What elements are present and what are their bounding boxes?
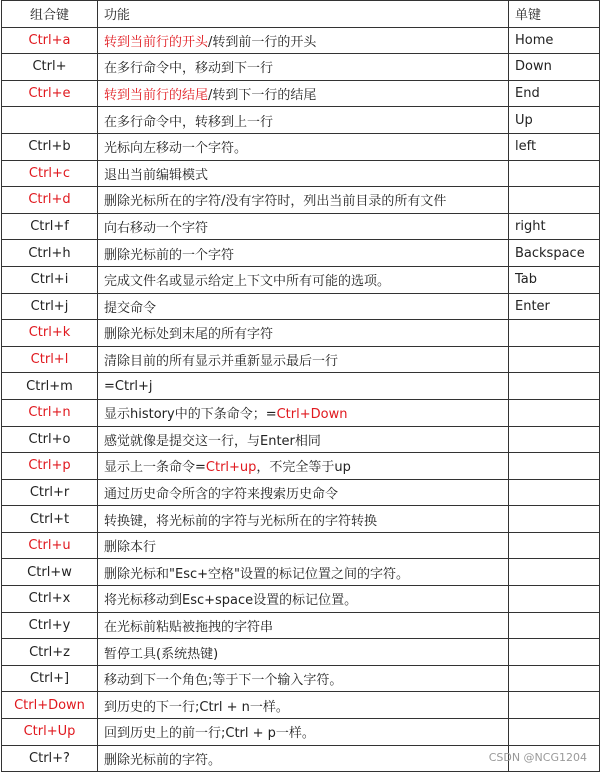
header-function: 功能 (98, 1, 509, 28)
single-key (509, 719, 600, 746)
shortcut-key: Ctrl+? (2, 745, 98, 772)
shortcut-description (98, 213, 509, 240)
single-key: Home (509, 27, 600, 54)
shortcut-key: Ctrl+l (2, 346, 98, 373)
watermark: CSDN @NCG1204 (488, 751, 587, 764)
single-key (509, 639, 600, 666)
shortcut-description (98, 187, 509, 214)
description-segment: 光标向左移动一个字符。 (104, 141, 248, 157)
shortcut-key: Ctrl+n (2, 399, 98, 426)
single-key (509, 692, 600, 719)
shortcut-key: Ctrl+w (2, 559, 98, 586)
shortcut-description (98, 612, 509, 639)
shortcut-key: Ctrl+t (2, 506, 98, 533)
shortcut-key: Ctrl+] (2, 665, 98, 692)
single-key (509, 373, 600, 400)
shortcut-key: Ctrl+m (2, 373, 98, 400)
shortcut-description (98, 559, 509, 586)
shortcut-description (98, 665, 509, 692)
single-key: right (509, 213, 600, 240)
description-segment: 删除光标所在的字符/没有字符时，列出当前目录的所有文件 (104, 194, 447, 210)
single-key (509, 665, 600, 692)
shortcut-key: Ctrl+Up (2, 719, 98, 746)
shortcut-key (2, 107, 98, 134)
single-key (509, 479, 600, 506)
header-combo: 组合键 (2, 1, 98, 28)
description-segment: 通过历史命令所含的字符来搜索历史命令 (104, 486, 339, 502)
table-row (2, 559, 600, 586)
description-segment: 转到当前行的开头 (104, 34, 209, 50)
description-segment: 将光标移动到Esc+space设置的标记位置。 (104, 593, 358, 609)
table-row (2, 479, 600, 506)
description-segment: 显示history中的下条命令；= (104, 407, 277, 423)
shortcut-description (98, 586, 509, 613)
description-segment: 删除光标和"Esc+空格"设置的标记位置之间的字符。 (104, 566, 409, 582)
single-key (509, 559, 600, 586)
description-segment: 在多行命令中，移动到下一行 (104, 61, 274, 77)
shortcut-description (98, 160, 509, 187)
description-segment: 暂停工具(系统热键) (104, 646, 219, 662)
shortcut-description (98, 373, 509, 400)
description-segment: 向右移动一个字符 (104, 221, 209, 237)
table-row (2, 160, 600, 187)
description-segment: Ctrl+Down (276, 407, 348, 423)
shortcut-description (98, 426, 509, 453)
single-key (509, 586, 600, 613)
single-key (509, 160, 600, 187)
shortcut-key: Ctrl+u (2, 532, 98, 559)
description-segment: 删除光标前的字符。 (104, 752, 222, 768)
description-segment: 退出当前编辑模式 (104, 167, 209, 183)
shortcut-description (98, 639, 509, 666)
shortcut-description (98, 54, 509, 81)
description-segment: 移动到下一个角色;等于下一个输入字符。 (104, 673, 343, 689)
single-key (509, 426, 600, 453)
shortcut-key: Ctrl+f (2, 213, 98, 240)
table-row (2, 266, 600, 293)
shortcut-key: Ctrl+o (2, 426, 98, 453)
shortcut-description (98, 506, 509, 533)
description-segment: 删除本行 (104, 540, 157, 556)
shortcut-table (1, 0, 600, 772)
description-segment: /转到下一行的结尾 (208, 88, 317, 104)
shortcut-description (98, 240, 509, 267)
description-segment: 在多行命令中，转移到上一行 (104, 114, 274, 130)
shortcut-description (98, 80, 509, 107)
shortcut-description (98, 453, 509, 480)
single-key: left (509, 133, 600, 160)
description-segment: 在光标前粘贴被拖拽的字符串 (104, 619, 274, 635)
shortcut-key: Ctrl+a (2, 27, 98, 54)
table-row (2, 399, 600, 426)
single-key: Tab (509, 266, 600, 293)
table-row (2, 54, 600, 81)
shortcut-description (98, 133, 509, 160)
shortcut-description (98, 719, 509, 746)
shortcut-key: Ctrl+e (2, 80, 98, 107)
shortcut-key: Ctrl+Down (2, 692, 98, 719)
shortcut-description (98, 320, 509, 347)
shortcut-key: Ctrl+d (2, 187, 98, 214)
shortcut-key: Ctrl+b (2, 133, 98, 160)
table-row (2, 612, 600, 639)
description-segment: 删除光标处到末尾的所有字符 (104, 327, 274, 343)
table-row (2, 532, 600, 559)
shortcut-key: Ctrl+z (2, 639, 98, 666)
description-segment: 完成文件名或显示给定上下文中所有可能的选项。 (104, 274, 391, 290)
single-key (509, 320, 600, 347)
shortcut-description (98, 479, 509, 506)
shortcut-description (98, 346, 509, 373)
description-segment: 清除目前的所有显示并重新显示最后一行 (104, 354, 339, 370)
table-row (2, 719, 600, 746)
table-row (2, 133, 600, 160)
shortcut-key: Ctrl+y (2, 612, 98, 639)
table-row (2, 639, 600, 666)
shortcut-key: Ctrl+x (2, 586, 98, 613)
table-row (2, 373, 600, 400)
table-row (2, 213, 600, 240)
table-row (2, 453, 600, 480)
single-key (509, 532, 600, 559)
shortcut-description (98, 107, 509, 134)
table-row (2, 692, 600, 719)
shortcut-key: Ctrl+p (2, 453, 98, 480)
description-segment: 感觉就像是提交这一行，与Enter相同 (104, 433, 321, 449)
table-row (2, 240, 600, 267)
single-key: Up (509, 107, 600, 134)
table-row (2, 346, 600, 373)
shortcut-description (98, 266, 509, 293)
description-segment: 提交命令 (104, 300, 157, 316)
description-segment: 转换键，将光标前的字符与光标所在的字符转换 (104, 513, 378, 529)
single-key (509, 187, 600, 214)
description-segment: /转到前一行的开头 (208, 34, 317, 50)
shortcut-key: Ctrl+r (2, 479, 98, 506)
description-segment: 显示上一条命令= (104, 460, 206, 476)
single-key: Down (509, 54, 600, 81)
description-segment: =Ctrl+j (104, 378, 153, 394)
shortcut-description (98, 293, 509, 320)
single-key (509, 612, 600, 639)
shortcut-description (98, 399, 509, 426)
single-key (509, 399, 600, 426)
single-key: End (509, 80, 600, 107)
table-row (2, 107, 600, 134)
description-segment: Ctrl+up (205, 460, 257, 476)
table-row (2, 187, 600, 214)
table-row (2, 426, 600, 453)
description-segment: 回到历史上的前一行;Ctrl + p一样。 (104, 726, 315, 742)
shortcut-description (98, 27, 509, 54)
single-key (509, 506, 600, 533)
shortcut-key: Ctrl+k (2, 320, 98, 347)
shortcut-key: Ctrl+ (2, 54, 98, 81)
table-row (2, 665, 600, 692)
shortcut-key: Ctrl+h (2, 240, 98, 267)
shortcut-description (98, 532, 509, 559)
table-row (2, 586, 600, 613)
description-segment: ，不完全等于up (256, 460, 351, 476)
table-row (2, 293, 600, 320)
single-key (509, 346, 600, 373)
description-segment: 到历史的下一行;Ctrl + n一样。 (104, 699, 289, 715)
single-key: Backspace (509, 240, 600, 267)
shortcut-description (98, 745, 509, 772)
shortcut-key: Ctrl+j (2, 293, 98, 320)
table-row (2, 80, 600, 107)
description-segment: 删除光标前的一个字符 (104, 247, 235, 263)
single-key: Enter (509, 293, 600, 320)
table-header-row (2, 1, 600, 28)
shortcut-description (98, 692, 509, 719)
single-key (509, 453, 600, 480)
header-single: 单键 (509, 1, 600, 28)
table-row (2, 27, 600, 54)
description-segment: 转到当前行的结尾 (104, 88, 209, 104)
shortcut-key: Ctrl+c (2, 160, 98, 187)
table-row (2, 506, 600, 533)
table-row (2, 320, 600, 347)
shortcut-key: Ctrl+i (2, 266, 98, 293)
